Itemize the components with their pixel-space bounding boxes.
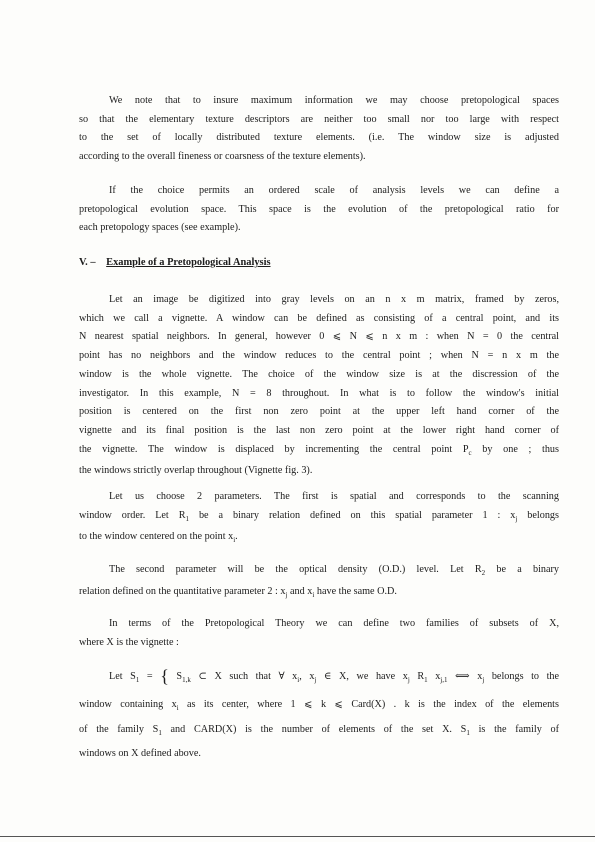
subscript: 2 [481,569,486,577]
subscript: c [468,448,472,457]
text-line: investigator. In this example, N = 8 throughout. In what is to follow the window's initial [79,387,559,399]
text-line [79,667,559,690]
text-segment: belongs [517,509,559,521]
text-segment: ⟺ x [447,671,483,682]
text-segment: window containing x [79,698,177,710]
text-line: to the set of locally distributed texture elements. (i.e. The window size is adjusted [79,132,559,144]
subscript: j [482,676,485,684]
text-segment: ⊂ X such that ∀ x [190,671,298,682]
subscript: j [314,676,317,684]
subscript: i [297,676,300,684]
text-segment: by one ; thus [471,443,559,455]
text-segment: have the same O.D. [314,585,397,597]
text-segment: R [409,671,425,682]
text-segment: the vignette. The window is displaced by incrementing the central point P [79,443,469,455]
text-line [79,721,559,743]
text-segment: relation defined on the quantitative parameter 2 : x [79,585,286,597]
text-segment: as its center, where 1 ⩽ k ⩽ Card(X) . k is the index of the elements [178,698,559,710]
page-bottom-edge [0,836,595,837]
text-line: In terms of the Pretopological Theory we can define two families of subsets of X, [109,618,559,629]
text-line: according to the overall fineness or coarsness of the texture elements). [79,151,366,163]
text-segment: , x [299,671,315,682]
text-segment: Let S [109,671,136,682]
text-segment: and x [287,585,313,597]
text-segment: . [235,531,238,543]
text-line [79,507,559,529]
paragraph-2 [79,182,559,238]
text-line: each pretopology spaces (see example). [79,222,241,234]
text-line: Let us choose 2 parameters. The first is spatial and corresponds to the scanning [109,491,559,502]
text-segment: be a binary [485,564,560,575]
subscript: 1 [466,729,470,738]
subscript: i [233,536,236,545]
text-line: where X is the vignette : [79,636,179,648]
text-segment: ∈ X, we have x [316,671,408,682]
paragraph-3 [79,291,559,481]
text-segment: S [168,671,183,682]
subscript: 1,k [182,676,191,684]
text-segment: The second parameter will be the optical density (O.D.) level. Let R [109,564,482,575]
text-segment: of the family S [79,724,159,736]
text-line: Let an image be digitized into gray levels on an n x m matrix, framed by zeros, [109,294,559,305]
text-segment: is the family of [469,724,560,736]
text-segment: to the window centered on the point x [79,531,234,543]
subscript: 1 [135,676,140,684]
subscript: j [285,590,288,599]
text-line: point has no neighbors and the window reduces to the central point ; when N = n x m the [79,350,559,362]
subscript: j [407,676,410,684]
text-line: We note that to insure maximum information we may choose pretopological spaces [109,95,559,106]
text-segment: belongs to the [484,671,560,682]
text-line: windows on X defined above. [79,748,201,760]
subscript: j,1 [440,676,448,684]
text-line: pretopological evolution space. This space is the evolution of the pretopological ratio for [79,203,559,215]
section-number: V. – [79,257,96,268]
text-line: vignette and its final position is the last non zero point at the lower right hand corner of [79,424,559,436]
text-segment: = [139,671,161,682]
text-line [79,696,559,718]
section-title: Example of a Pretopological Analysis [106,257,271,268]
subscript: 1 [424,676,428,684]
text-line: position is centered on the first non zero point at the upper left hand corner of the [79,406,559,418]
text-line: so that the elementary texture descriptors are neither too small nor too large with respect [79,113,559,125]
text-line: If the choice permits an ordered scale of analysis levels we can define a [109,185,559,196]
text-line: N nearest spatial neighbors. In general, however 0 ⩽ N ⩽ n x m : when N = 0 the central [79,331,559,343]
subscript: 1 [185,514,190,523]
paragraph-1 [79,92,559,167]
section-heading [79,257,271,268]
text-segment: be a binary relation defined on this spatial parameter 1 : x [189,509,516,521]
text-line [79,561,559,583]
text-line: the windows strictly overlap throughout (Vignette fig. 3). [79,465,313,477]
text-segment: x [427,671,441,682]
text-line [79,528,559,550]
paragraph-5 [79,561,559,604]
text-line [79,583,559,605]
subscript: i [176,703,179,712]
subscript: i [312,590,315,599]
text-segment: window order. Let R [79,509,186,521]
text-line: which we call a vignette. A window can be defined as consisting of a central point, and its [79,312,559,324]
text-line: window is the whole vignette. The choice of the window size is at the discression of the [79,368,559,380]
subscript: 1 [158,729,162,738]
paragraph-4 [79,488,559,550]
paragraph-6 [79,615,559,652]
text-segment: and CARD(X) is the number of elements of the set X. S [161,724,467,736]
paragraph-7 [79,667,559,764]
subscript: j [515,514,518,523]
text-line [79,441,559,463]
open-brace: { [160,666,169,686]
